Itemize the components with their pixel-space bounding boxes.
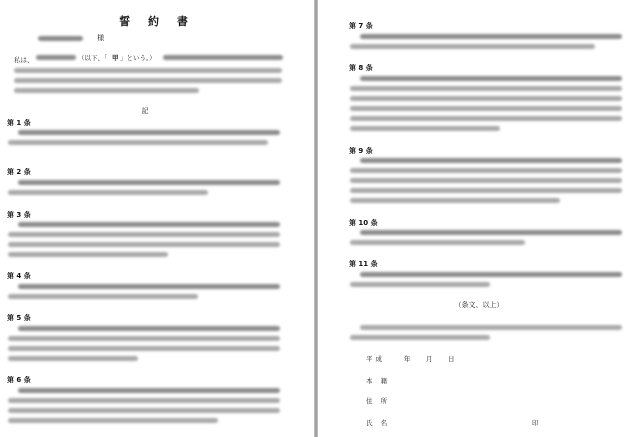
closing-note: （条文、以上） (454, 301, 504, 309)
redacted-text (18, 284, 280, 289)
redacted-text (8, 242, 280, 247)
article-2-heading: 第 2 条 (7, 168, 31, 176)
redacted-text (18, 180, 280, 185)
redacted-text (8, 398, 280, 403)
redacted-text (18, 326, 280, 331)
date-era: 平成 (366, 355, 385, 363)
seal-label: 印 (532, 419, 542, 427)
redacted-text (18, 222, 280, 227)
redacted-text (163, 55, 283, 60)
intro-prefix: 私は、 (14, 56, 34, 64)
redacted-text (350, 335, 490, 340)
name-label: 氏 名 (366, 419, 391, 427)
article-3-heading: 第 3 条 (7, 211, 31, 219)
redacted-text (8, 232, 280, 237)
ki-label: 記 (141, 107, 149, 115)
page-2 (318, 0, 640, 437)
redacted-text (8, 294, 198, 299)
article-6-heading: 第 6 条 (7, 376, 31, 384)
redacted-text (360, 76, 622, 81)
redacted-text (8, 140, 268, 145)
redacted-text (350, 106, 622, 111)
recipient-suffix: 様 (97, 34, 105, 42)
intro-quote-char: 甲 (112, 54, 119, 62)
page-1 (0, 0, 314, 437)
redacted-recipient-name (38, 36, 83, 41)
redacted-text (350, 240, 525, 245)
redacted-text (14, 88, 199, 93)
redacted-text (350, 168, 622, 173)
redacted-text (350, 126, 500, 131)
redacted-text (360, 325, 622, 330)
article-4-heading: 第 4 条 (7, 272, 31, 280)
redacted-text (360, 230, 622, 235)
date-day: 日 (448, 355, 458, 363)
article-1-heading: 第 1 条 (7, 119, 31, 127)
article-9-heading: 第 9 条 (349, 147, 373, 155)
redacted-text (350, 188, 622, 193)
redacted-text (350, 86, 622, 91)
redacted-text (350, 96, 622, 101)
redacted-text (360, 158, 622, 163)
article-8-heading: 第 8 条 (349, 64, 373, 72)
redacted-text (36, 55, 76, 60)
redacted-text (350, 44, 595, 49)
redacted-text (8, 356, 138, 361)
redacted-text (8, 252, 168, 257)
document-title: 誓 約 書 (119, 15, 195, 28)
redacted-text (8, 408, 280, 413)
date-year: 年 (404, 355, 414, 363)
redacted-text (8, 346, 280, 351)
intro-suffix: 」という。） (120, 54, 156, 62)
redacted-text (18, 388, 280, 393)
article-10-heading: 第 10 条 (349, 219, 378, 227)
date-month: 月 (426, 355, 436, 363)
redacted-text (350, 178, 622, 183)
redacted-text (8, 190, 208, 195)
article-7-heading: 第 7 条 (349, 22, 373, 30)
redacted-text (14, 68, 282, 73)
honseki-label: 本 籍 (366, 377, 391, 385)
recipient-line (38, 33, 104, 43)
article-5-heading: 第 5 条 (7, 314, 31, 322)
redacted-text (8, 336, 280, 341)
redacted-text (360, 34, 622, 39)
address-label: 住 所 (366, 397, 391, 405)
redacted-text (350, 116, 622, 121)
redacted-text (8, 418, 218, 423)
redacted-text (18, 130, 280, 135)
redacted-text (360, 272, 622, 277)
intro-paren: （以下、「 (78, 54, 108, 62)
redacted-text (350, 282, 490, 287)
redacted-text (14, 78, 282, 83)
article-11-heading: 第 11 条 (349, 260, 378, 268)
redacted-text (350, 198, 560, 203)
